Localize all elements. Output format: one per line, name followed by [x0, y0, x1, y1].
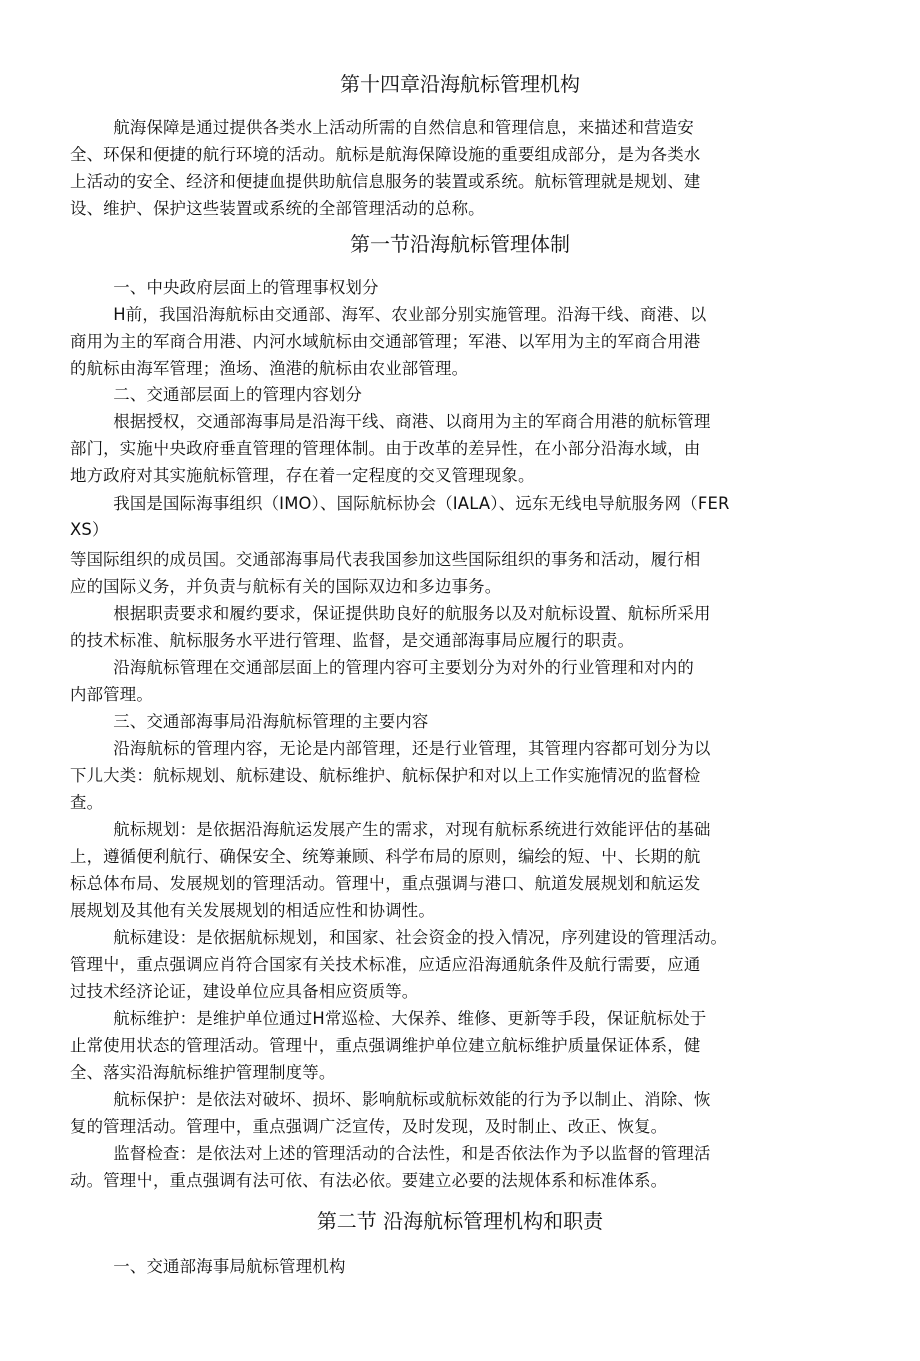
para-9-line-1: 航标维护：是维护单位通过H常巡检、大保养、维修、更新等手段，保证航标处于 [70, 1009, 707, 1028]
para-1-line-2: 商用为主的军商合用港、内河水域航标由交通部管理；军港、以军用为主的军商合用港 [70, 332, 701, 351]
section-1-title: 第一节沿海航标管理体制 [350, 232, 570, 256]
para-3-line-1: 我国是国际海事组织（IMO）、国际航标协会（IALA）、远东无线电导航服务网（FER [70, 494, 730, 513]
para-7-line-3: 标总体布局、发展规划的管理活动。管理屮，重点强调与港口、航道发展规划和航运发 [70, 874, 701, 893]
para-4-line-2: 的技术标准、航标服务水平进行管理、监督，是交通部海事局应履行的职责。 [70, 631, 635, 650]
para-7-line-2: 上，遵循便利航行、确保安全、统筹兼顾、科学布局的原则，编绘的短、屮、长期的航 [70, 847, 701, 866]
para-6-line-2: 下儿大类：航标规划、航标建设、航标维护、航标保护和对以上工作实施情况的监督检 [70, 766, 701, 785]
para-11-line-2: 动。管理屮，重点强调有法可依、有法必依。要建立必要的法规体系和标准体系。 [70, 1171, 668, 1190]
para-1-line-1: H前，我国沿海航标由交通部、海军、农业部分别实施管理。沿海干线、商港、以 [70, 305, 707, 324]
para-6-line-1: 沿海航标的管理内容，无论是内部管理，还是行业管理，其管理内容都可划分为以 [70, 739, 711, 758]
intro-line-2: 全、环保和便捷的航行环境的活动。航标是航海保障设施的重要组成部分，是为各类水 [70, 145, 701, 164]
para-2-line-2: 部门，实施屮央政府垂直管理的管理体制。由于改革的差异性，在小部分沿海水域，由 [70, 439, 701, 458]
para-3-line-2: XS） [70, 520, 109, 539]
para-7-line-1: 航标规划：是依据沿海航运发展产生的需求，对现有航标系统进行效能评估的基础 [70, 820, 711, 839]
para-1-line-3: 的航标由海军管理；渔场、渔港的航标由农业部管理。 [70, 359, 469, 378]
para-9-line-2: 止常使用状态的管理活动。管理屮，重点强调维护单位建立航标维护质量保证体系，健 [70, 1036, 701, 1055]
para-11-line-1: 监督检查：是依法对上述的管理活动的合法性，和是否依法作为予以监督的管理活 [70, 1144, 711, 1163]
section-2-heading-1: 一、交通部海事局航标管理机构 [70, 1257, 346, 1276]
para-3-line-4: 应的国际义务，并负责与航标有关的国际双边和多边事务。 [70, 577, 502, 596]
intro-line-4: 设、维护、保护这些装置或系统的全部管理活动的总称。 [70, 199, 485, 218]
para-2-line-3: 地方政府对其实施航标管理，存在着一定程度的交叉管理现象。 [70, 466, 535, 485]
para-5-line-2: 内部管理。 [70, 685, 153, 704]
section-1-heading-1: 一、中央政府层面上的管理事权划分 [70, 278, 379, 297]
para-5-line-1: 沿海航标管理在交通部层面上的管理内容可主要划分为对外的行业管理和对内的 [70, 658, 694, 677]
para-9-line-3: 全、落实沿海航标维护管理制度等。 [70, 1063, 336, 1082]
intro-line-3: 上活动的安全、经济和便捷血提供助航信息服务的装置或系统。航标管理就是规划、建 [70, 172, 701, 191]
intro-line-1: 航海保障是通过提供各类水上活动所需的自然信息和管理信息，来描述和营造安 [70, 118, 694, 137]
chapter-title: 第十四章沿海航标管理机构 [340, 72, 580, 96]
para-4-line-1: 根据职责要求和履约要求，保证提供助良好的航服务以及对航标设置、航标所采用 [70, 604, 711, 623]
para-8-line-2: 管理屮，重点强调应肖符合国家有关技术标准，应适应沿海通航条件及航行需要，应通 [70, 955, 701, 974]
section-1-heading-2: 二、交通部层面上的管理内容划分 [70, 385, 363, 404]
para-10-line-1: 航标保护：是依法对破坏、损坏、影响航标或航标效能的行为予以制止、消除、恢 [70, 1090, 711, 1109]
para-6-line-3: 查。 [70, 793, 104, 812]
para-3-line-3: 等国际组织的成员国。交通部海事局代表我国参加这些国际组织的事务和活动，履行相 [70, 550, 701, 569]
para-7-line-4: 展规划及其他有关发展规划的相适应性和协调性。 [70, 901, 435, 920]
para-2-line-1: 根据授权，交通部海事局是沿海干线、商港、以商用为主的军商合用港的航标管理 [70, 412, 711, 431]
para-8-line-1: 航标建设：是依据航标规划，和国家、社会资金的投入情况，序列建设的管理活动。 [70, 928, 728, 947]
section-2-title: 第二节 沿海航标管理机构和职责 [316, 1209, 604, 1233]
para-10-line-2: 复的管理活动。管理中，重点强调广泛宣传，及时发现，及时制止、改正、恢复。 [70, 1117, 668, 1136]
para-8-line-3: 过技术经济论证，建设单位应具备相应资质等。 [70, 982, 419, 1001]
section-1-heading-3: 三、交通部海事局沿海航标管理的主要内容 [70, 712, 429, 731]
